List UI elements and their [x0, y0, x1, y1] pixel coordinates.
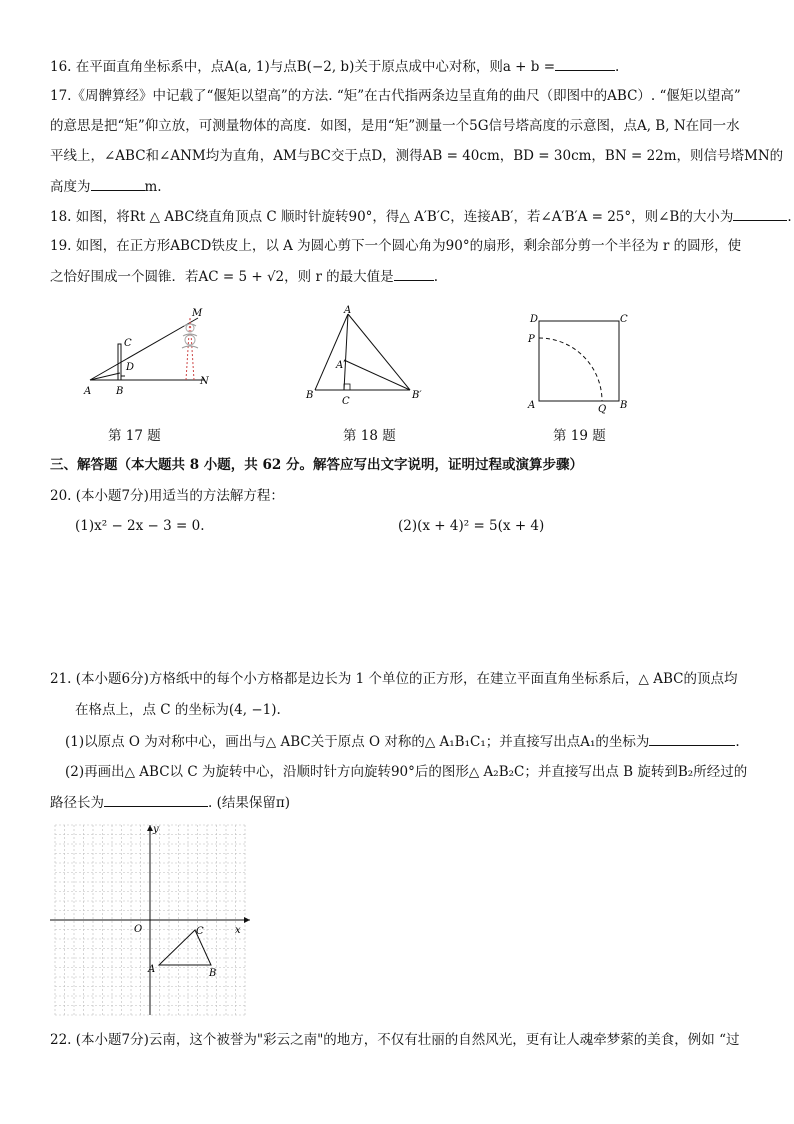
q20-part2: (2)(x + 4)² = 5(x + 4) — [398, 518, 545, 534]
fig17-label-b: B — [116, 386, 124, 397]
fig18-label-a-prime: A′ — [336, 360, 346, 371]
figure-18 — [300, 304, 440, 409]
fig18-caption: 第 18 题 — [343, 428, 396, 444]
q19-answer-blank[interactable] — [394, 266, 434, 281]
x-axis-arrow-icon — [244, 917, 250, 923]
grid-label-c: C — [196, 926, 204, 937]
grid-label-x: x — [235, 925, 241, 936]
grid-label-o: O — [134, 924, 143, 935]
q20-part1: (1)x² − 2x − 3 = 0. — [75, 518, 205, 534]
grid-label-b: B — [209, 968, 217, 979]
fig19-label-c: C — [620, 314, 628, 325]
q21-path-answer-blank[interactable] — [104, 792, 208, 807]
q21-line2: 在格点上，点 C 的坐标为(4, −1). — [75, 702, 281, 718]
grid-label-a: A — [148, 964, 156, 975]
fig19-label-a: A — [528, 400, 536, 411]
fig17-label-a: A — [84, 386, 92, 397]
fig17-label-c: C — [124, 338, 132, 349]
signal-tower-icon — [182, 318, 198, 380]
fig18-label-c: C — [342, 396, 350, 407]
fig19-label-b: B — [620, 400, 628, 411]
q21-line5: 路径长为 . (结果保留π) — [50, 792, 290, 813]
q16-answer-blank[interactable] — [555, 56, 615, 71]
figure-17 — [80, 306, 220, 401]
q21-line1: 21. (本小题6分)方格纸中的每个小方格都是边长为 1 个单位的正方形，在建立平面直角坐标系后，△ ABC的顶点均 — [50, 671, 738, 687]
q18: 18. 如图，将Rt △ ABC绕直角顶点 C 顺时针旋转90°，得△ A′B′C，连接AB′，若∠A′B′A = 25°，则∠B的大小为 . — [50, 206, 792, 227]
q19-line1: 19. 如图，在正方形ABCD铁皮上，以 A 为圆心剪下一个圆心角为90°的扇形，剩余部分剪一个半径为 r 的圆形，使 — [50, 238, 742, 254]
q18-answer-blank[interactable] — [733, 206, 787, 221]
fig18-label-b: B — [306, 390, 314, 401]
fig19-label-p: P — [528, 334, 535, 345]
q21-line3: (1)以原点 O 为对称中心，画出与△ ABC关于原点 O 对称的△ A₁B₁C₁；并直接写出点A₁的坐标为 . — [65, 731, 740, 752]
fig17-caption: 第 17 题 — [108, 428, 161, 444]
q17-line3: 平线上，∠ABC和∠ANM均为直角，AM与BC交于点D，测得AB = 40cm，BD = 30cm，BN = 22m，则信号塔MN的 — [50, 148, 784, 164]
coordinate-grid — [45, 820, 260, 1020]
fig17-label-n: N — [200, 376, 209, 387]
q16-text: 16. 在平面直角坐标系中，点A(a, 1)与点B(−2, b)关于原点成中心对称，则a + b = — [50, 59, 556, 75]
fig17-label-d: D — [126, 362, 135, 373]
fig18-label-a: A — [344, 305, 352, 316]
q17-answer-blank[interactable] — [91, 176, 145, 191]
q16: 16. 在平面直角坐标系中，点A(a, 1)与点B(−2, b)关于原点成中心对称，则a + b = . — [50, 56, 619, 77]
fig19-caption: 第 19 题 — [553, 428, 606, 444]
q17-line1: 17.《周髀算经》中记载了“偃矩以望高”的方法. “矩”在古代指两条边呈直角的曲尺（即图中的ABC）. “偃矩以望高” — [50, 88, 741, 104]
q17-line4: 高度为 m. — [50, 176, 162, 197]
section3-heading: 三、解答题（本大题共 8 小题，共 62 分。解答应写出文字说明，证明过程或演算步骤） — [50, 457, 583, 473]
q22-line1: 22. (本小题7分)云南，这个被誉为"彩云之南"的地方，不仅有壮丽的自然风光，更有让人魂牵梦萦的美食，例如 “过 — [50, 1032, 740, 1048]
q19-line2: 之恰好围成一个圆锥．若AC = 5 + √2，则 r 的最大值是 . — [50, 266, 438, 287]
fig17-label-m: M — [192, 308, 203, 319]
fig18-label-b-prime: B′ — [412, 390, 422, 401]
fig19-label-d: D — [530, 314, 539, 325]
grid-label-y: y — [153, 824, 159, 835]
q20-title: 20. (本小题7分)用适当的方法解方程： — [50, 488, 284, 504]
fig19-label-q: Q — [598, 404, 607, 415]
q18-text: 18. 如图，将Rt △ ABC绕直角顶点 C 顺时针旋转90°，得△ A′B′C，连接AB′，若∠A′B′A = 25°，则∠B的大小为 — [50, 209, 734, 225]
q21-a1-answer-blank[interactable] — [649, 731, 735, 746]
figure-19 — [522, 308, 632, 418]
q21-line4: (2)再画出△ ABC以 C 为旋转中心，沿顺时针方向旋转90°后的图形△ A₂B₂C；并直接写出点 B 旋转到B₂所经过的 — [65, 764, 748, 780]
q17-line2: 的意思是把“矩”仰立放，可测量物体的高度．如图，是用“矩”测量一个5G信号塔高度的示意图，点A, B, N在同一水 — [50, 118, 740, 134]
